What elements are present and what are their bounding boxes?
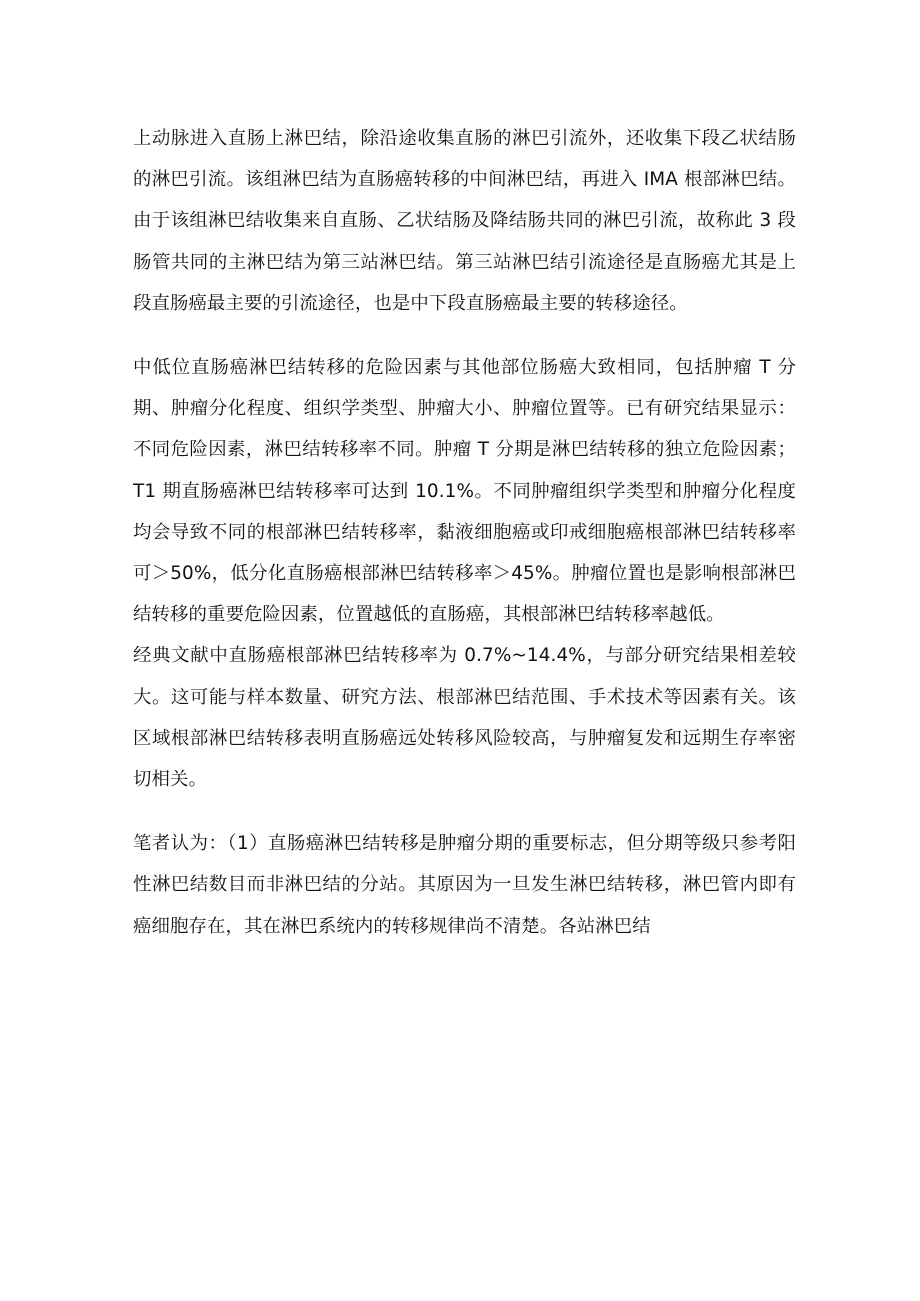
- paragraph-literature-rate: 经典文献中直肠癌根部淋巴结转移率为 0.7%~14.4%，与部分研究结果相差较大。这可能与样本数量、研究方法、根部淋巴结范围、手术技术等因素有关。该区域根部淋巴结转移表明直肠癌远处转移风险较高，与肿瘤复发和远期生存率密切相关。: [133, 645, 796, 791]
- paragraph-risk-factors: 中低位直肠癌淋巴结转移的危险因素与其他部位肠癌大致相同，包括肿瘤 T 分期、肿瘤分化程度、组织学类型、肿瘤大小、肿瘤位置等。已有研究结果显示：不同危险因素，淋巴结转移率不同。肿瘤 T 分期是淋巴结转移的独立危险因素；T1 期直肠癌淋巴结转移率可达到 10.1%。不同肿瘤组织学类型和肿瘤分化程度均会导致不同的根部淋巴结转移率，黏液细胞癌或印戒细胞癌根部淋巴结转移率可＞50%，低分化直肠癌根部淋巴结转移率＞45%。肿瘤位置也是影响根部淋巴结转移的重要危险因素，位置越低的直肠癌，其根部淋巴结转移率越低。: [133, 357, 796, 626]
- paragraph-author-opinion: 笔者认为：（1）直肠癌淋巴结转移是肿瘤分期的重要标志，但分期等级只参考阳性淋巴结数目而非淋巴结的分站。其原因为一旦发生淋巴结转移，淋巴管内即有癌细胞存在，其在淋巴系统内的转移规律尚不清楚。各站淋巴结: [133, 833, 796, 937]
- document-body: [133, 118, 796, 947]
- paragraph-lymph-drainage: 上动脉进入直肠上淋巴结，除沿途收集直肠的淋巴引流外，还收集下段乙状结肠的淋巴引流。该组淋巴结为直肠癌转移的中间淋巴结，再进入 IMA 根部淋巴结。由于该组淋巴结收集来自直肠、乙状结肠及降结肠共同的淋巴引流，故称此 3 段肠管共同的主淋巴结为第三站淋巴结。第三站淋巴结引流途径是直肠癌尤其是上段直肠癌最主要的引流途径，也是中下段直肠癌最主要的转移途径。: [133, 128, 796, 314]
